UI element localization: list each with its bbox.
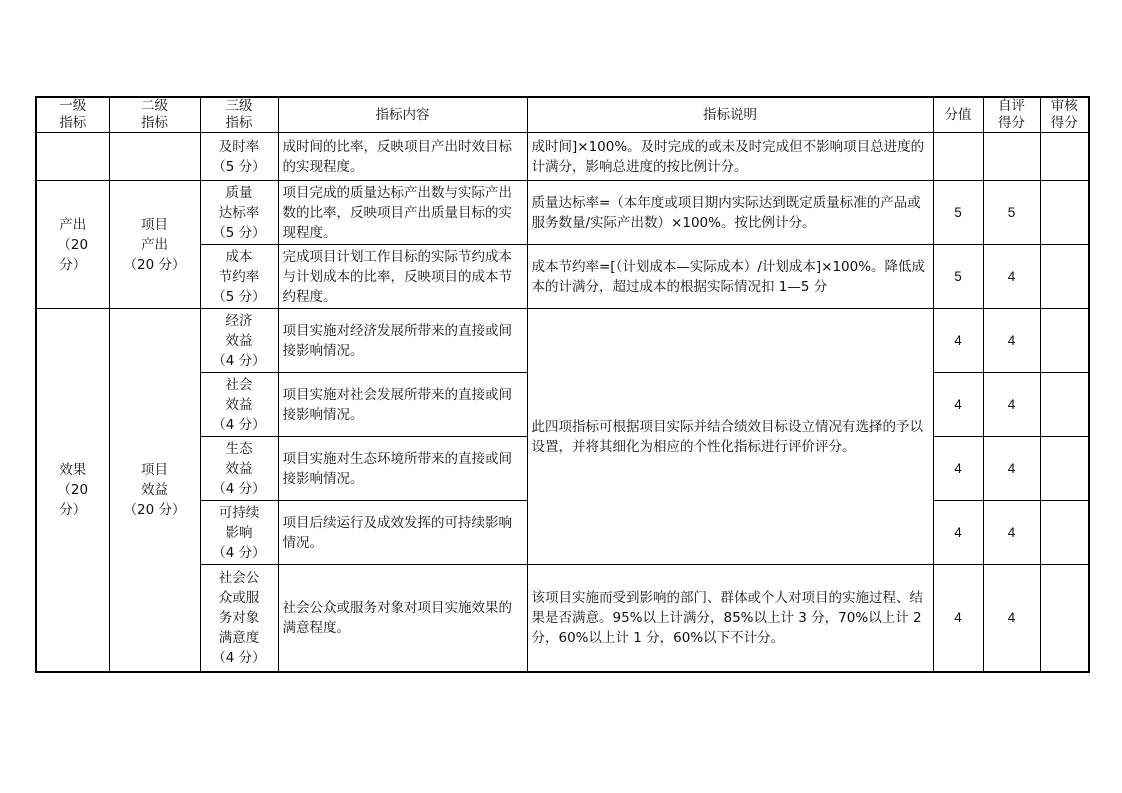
review-score-cell (1040, 245, 1089, 309)
table-row (36, 309, 1089, 373)
level3-cell: 成本 节约率 （5 分） (200, 245, 278, 309)
level3-cell: 及时率 （5 分） (200, 133, 278, 181)
review-score-cell (1040, 501, 1089, 565)
level1-cell: 效果 （20 分） (36, 309, 109, 672)
score-cell: 4 (933, 501, 983, 565)
self-score-cell: 4 (983, 565, 1040, 672)
level3-cell: 社会公 众或服 务对象 满意度 （4 分） (200, 565, 278, 672)
header-description: 指标说明 (527, 97, 933, 133)
description-cell-merged: 此四项指标可根据项目实际并结合绩效目标设立情况有选择的予以设置，并将其细化为相应的个性化指标进行评价评分。 (527, 309, 933, 565)
content-cell: 项目完成的质量达标产出数与实际产出数的比率，反映项目产出质量目标的实现程度。 (278, 181, 527, 245)
header-content: 指标内容 (278, 97, 527, 133)
header-level2: 二级 指标 (109, 97, 200, 133)
header-review-score: 审核 得分 (1040, 97, 1089, 133)
review-score-cell (1040, 373, 1089, 437)
content-cell: 项目实施对经济发展所带来的直接或间接影响情况。 (278, 309, 527, 373)
description-cell: 该项目实施而受到影响的部门、群体或个人对项目的实施过程、结果是否满意。95%以上计满分，85%以上计 3 分，70%以上计 2 分，60%以上计 1 分，60%以下不计分。 (527, 565, 933, 672)
table-row (36, 133, 1089, 181)
level2-cell-empty (109, 133, 200, 181)
self-score-cell: 4 (983, 309, 1040, 373)
self-score-cell: 4 (983, 373, 1040, 437)
score-cell: 4 (933, 373, 983, 437)
review-score-cell (1040, 133, 1089, 181)
self-score-cell: 5 (983, 181, 1040, 245)
score-cell: 4 (933, 565, 983, 672)
level3-cell: 可持续 影响 （4 分） (200, 501, 278, 565)
header-level1: 一级 指标 (36, 97, 109, 133)
level1-cell: 产出 （20 分） (36, 181, 109, 309)
level2-cell: 项目 效益 （20 分） (109, 309, 200, 672)
description-cell: 成本节约率=[（计划成本—实际成本）/计划成本]×100%。降低成本的计满分，超过成本的根据实际情况扣 1—5 分 (527, 245, 933, 309)
content-cell: 成时间的比率，反映项目产出时效目标的实现程度。 (278, 133, 527, 181)
description-cell: 成时间]×100%。及时完成的或未及时完成但不影响项目总进度的计满分，影响总进度的按比例计分。 (527, 133, 933, 181)
level3-cell: 质量 达标率 （5 分） (200, 181, 278, 245)
score-cell: 5 (933, 181, 983, 245)
review-score-cell (1040, 437, 1089, 501)
content-cell: 项目实施对社会发展所带来的直接或间接影响情况。 (278, 373, 527, 437)
level2-cell: 项目 产出 （20 分） (109, 181, 200, 309)
performance-indicator-table (35, 96, 1090, 673)
self-score-cell: 4 (983, 437, 1040, 501)
review-score-cell (1040, 309, 1089, 373)
level3-cell: 经济 效益 （4 分） (200, 309, 278, 373)
content-cell: 项目后续运行及成效发挥的可持续影响情况。 (278, 501, 527, 565)
content-cell: 完成项目计划工作目标的实际节约成本与计划成本的比率，反映项目的成本节约程度。 (278, 245, 527, 309)
header-level3: 三级 指标 (200, 97, 278, 133)
evaluation-table-container (35, 96, 1088, 673)
header-row (36, 97, 1089, 133)
score-cell: 4 (933, 437, 983, 501)
header-self-score: 自评 得分 (983, 97, 1040, 133)
content-cell: 社会公众或服务对象对项目实施效果的满意程度。 (278, 565, 527, 672)
level3-cell: 社会 效益 （4 分） (200, 373, 278, 437)
level1-cell-empty (36, 133, 109, 181)
score-cell: 4 (933, 309, 983, 373)
review-score-cell (1040, 181, 1089, 245)
review-score-cell (1040, 565, 1089, 672)
self-score-cell: 4 (983, 501, 1040, 565)
score-cell (933, 133, 983, 181)
score-cell: 5 (933, 245, 983, 309)
table-row (36, 181, 1089, 245)
description-cell: 质量达标率=（本年度或项目期内实际达到既定质量标准的产品或服务数量/实际产出数）×100%。按比例计分。 (527, 181, 933, 245)
level3-cell: 生态 效益 （4 分） (200, 437, 278, 501)
self-score-cell: 4 (983, 245, 1040, 309)
header-score: 分值 (933, 97, 983, 133)
content-cell: 项目实施对生态环境所带来的直接或间接影响情况。 (278, 437, 527, 501)
self-score-cell (983, 133, 1040, 181)
